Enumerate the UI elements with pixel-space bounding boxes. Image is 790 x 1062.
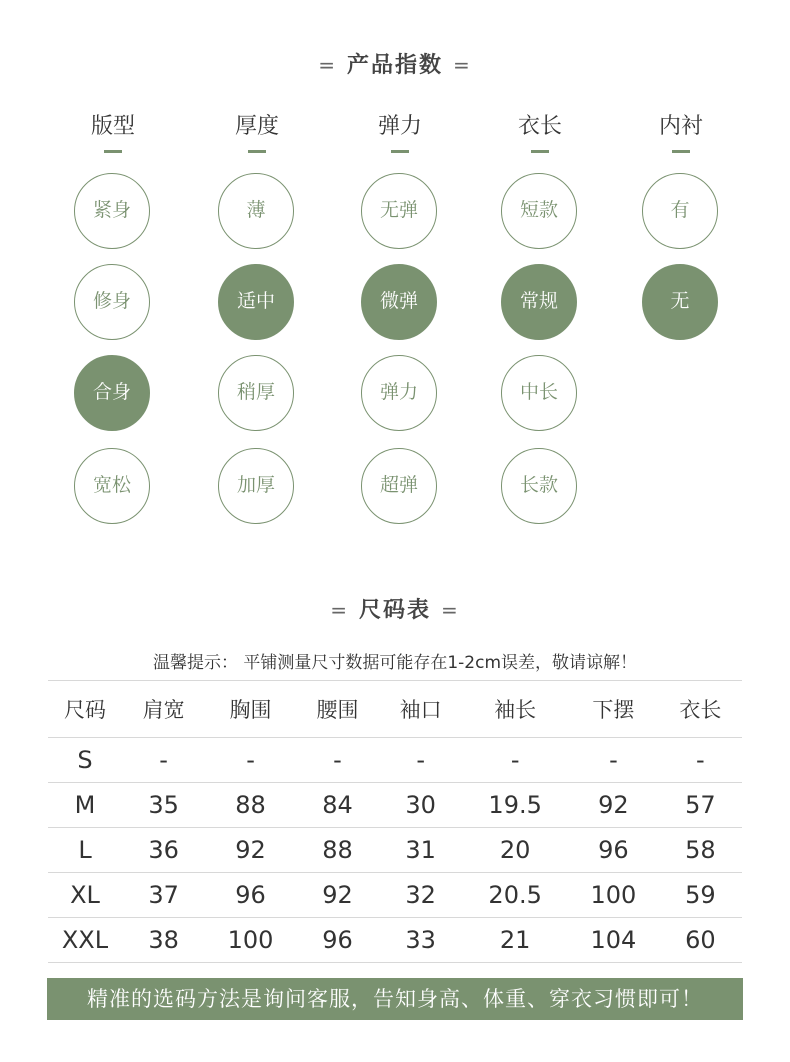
value-cell: 104 — [568, 918, 659, 963]
value-cell: - — [568, 738, 659, 783]
value-cell: 20 — [462, 828, 568, 873]
size-table-header-row — [48, 681, 742, 738]
option-circle-selected: 微弹 — [361, 264, 437, 340]
value-cell: 36 — [122, 828, 205, 873]
value-cell: - — [462, 738, 568, 783]
value-cell: 88 — [205, 783, 296, 828]
option-circle: 弹力 — [361, 355, 437, 431]
index-column-length — [480, 112, 600, 496]
size-cell: M — [48, 783, 122, 828]
header-cell: 肩宽 — [122, 681, 205, 738]
column-header: 版型 — [90, 114, 135, 139]
column-header: 衣长 — [517, 114, 562, 139]
index-column-fit — [53, 112, 173, 496]
title-deco-left: = — [330, 598, 349, 622]
size-table — [48, 680, 742, 963]
value-cell: - — [379, 738, 462, 783]
value-cell: 60 — [659, 918, 742, 963]
option-circle: 宽松 — [74, 448, 150, 524]
value-cell: 96 — [296, 918, 379, 963]
column-underline — [104, 150, 122, 153]
column-underline — [391, 150, 409, 153]
value-cell: 92 — [296, 873, 379, 918]
value-cell: 100 — [568, 873, 659, 918]
value-cell: 92 — [568, 783, 659, 828]
value-cell: 57 — [659, 783, 742, 828]
measurement-tip: 温馨提示： 平铺测量尺寸数据可能存在1-2cm误差，敬请谅解！ — [152, 653, 638, 673]
value-cell: - — [205, 738, 296, 783]
title-deco-right: = — [453, 53, 472, 77]
header-cell: 袖口 — [379, 681, 462, 738]
value-cell: 20.5 — [462, 873, 568, 918]
option-circle: 超弹 — [361, 448, 437, 524]
header-cell: 腰围 — [296, 681, 379, 738]
value-cell: 32 — [379, 873, 462, 918]
column-underline — [672, 150, 690, 153]
option-circle: 加厚 — [218, 448, 294, 524]
option-circle: 无弹 — [361, 173, 437, 249]
value-cell: 19.5 — [462, 783, 568, 828]
value-cell: 30 — [379, 783, 462, 828]
value-cell: - — [122, 738, 205, 783]
table-row — [48, 828, 742, 873]
option-circle: 短款 — [501, 173, 577, 249]
size-cell: XXL — [48, 918, 122, 963]
value-cell: 21 — [462, 918, 568, 963]
size-cell: S — [48, 738, 122, 783]
value-cell: 100 — [205, 918, 296, 963]
value-cell: - — [296, 738, 379, 783]
header-cell: 衣长 — [659, 681, 742, 738]
value-cell: 31 — [379, 828, 462, 873]
size-chart-title-text: 尺码表 — [358, 598, 431, 623]
value-cell: 88 — [296, 828, 379, 873]
header-cell: 袖长 — [462, 681, 568, 738]
size-chart-title — [0, 593, 790, 624]
value-cell: 58 — [659, 828, 742, 873]
size-cell: L — [48, 828, 122, 873]
option-circle: 紧身 — [74, 173, 150, 249]
value-cell: 35 — [122, 783, 205, 828]
index-column-thickness — [197, 112, 317, 496]
header-cell: 尺码 — [48, 681, 122, 738]
option-circle-selected: 常规 — [501, 264, 577, 340]
option-circle-selected: 合身 — [74, 355, 150, 431]
column-underline — [248, 150, 266, 153]
header-cell: 胸围 — [205, 681, 296, 738]
option-circle: 修身 — [74, 264, 150, 340]
table-row — [48, 918, 742, 963]
title-deco-left: = — [318, 53, 337, 77]
column-underline — [531, 150, 549, 153]
value-cell: 96 — [205, 873, 296, 918]
size-cell: XL — [48, 873, 122, 918]
table-row — [48, 783, 742, 828]
option-circle-selected: 适中 — [218, 264, 294, 340]
table-row — [48, 738, 742, 783]
value-cell: 96 — [568, 828, 659, 873]
value-cell: 38 — [122, 918, 205, 963]
column-header: 弹力 — [377, 114, 422, 139]
column-header: 内衬 — [658, 114, 703, 139]
value-cell: 84 — [296, 783, 379, 828]
table-row — [48, 873, 742, 918]
header-cell: 下摆 — [568, 681, 659, 738]
column-header: 厚度 — [234, 114, 279, 139]
value-cell: - — [659, 738, 742, 783]
option-circle: 稍厚 — [218, 355, 294, 431]
sizing-advice-banner: 精准的选码方法是询问客服，告知身高、体重、穿衣习惯即可！ — [47, 978, 743, 1020]
index-column-elasticity — [340, 112, 460, 496]
value-cell: 37 — [122, 873, 205, 918]
value-cell: 33 — [379, 918, 462, 963]
value-cell: 92 — [205, 828, 296, 873]
option-circle: 薄 — [218, 173, 294, 249]
option-circle: 长款 — [501, 448, 577, 524]
product-index-title-text: 产品指数 — [346, 53, 443, 78]
option-circle-selected: 无 — [642, 264, 718, 340]
option-circle: 有 — [642, 173, 718, 249]
title-deco-right: = — [441, 598, 460, 622]
value-cell: 59 — [659, 873, 742, 918]
option-circle: 中长 — [501, 355, 577, 431]
index-column-lining — [621, 112, 741, 312]
product-index-title — [0, 48, 790, 79]
